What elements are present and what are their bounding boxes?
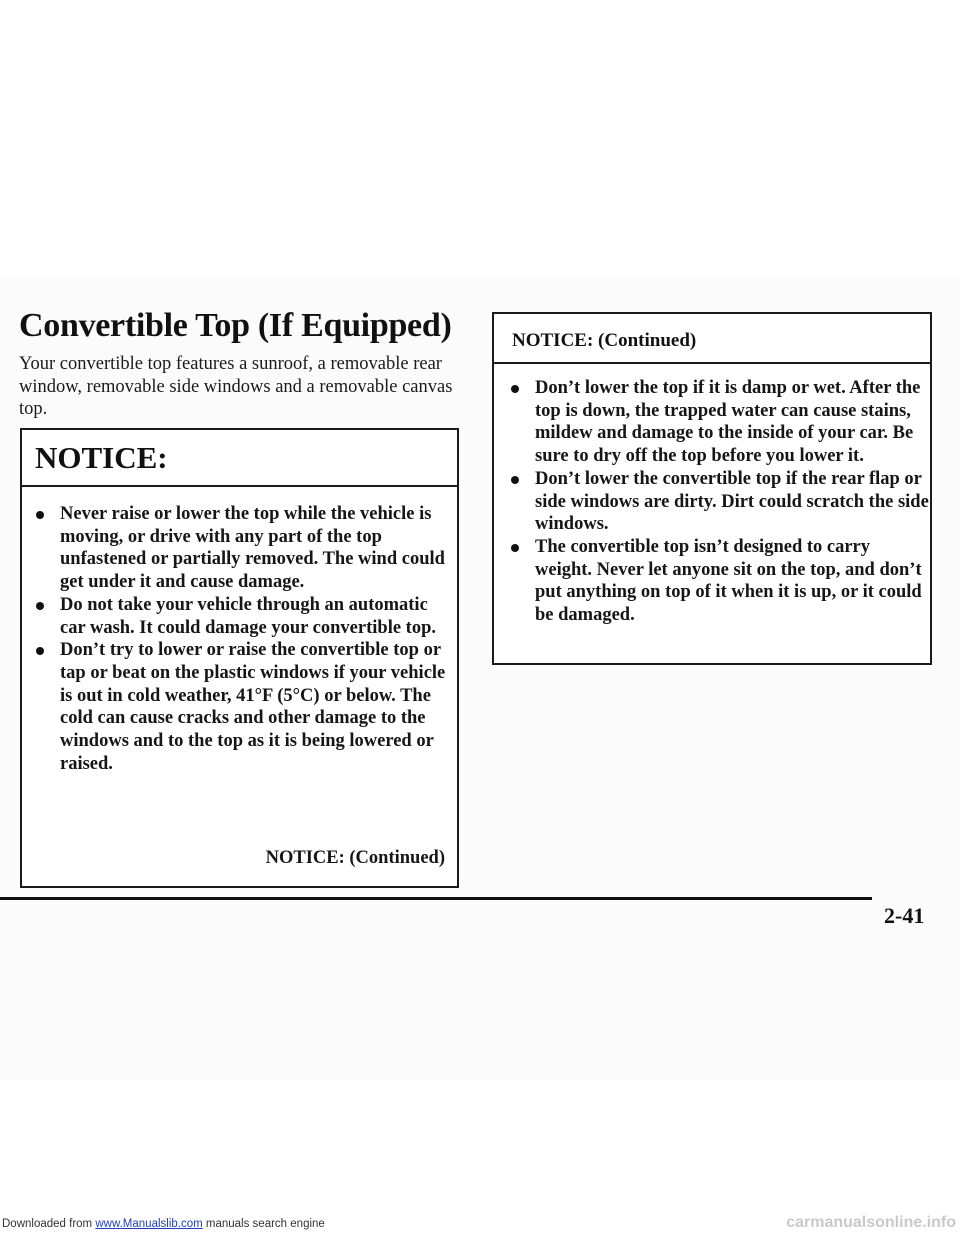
- notice-continued-label: NOTICE: (Continued): [265, 848, 445, 868]
- notice-item: [22, 639, 457, 775]
- notice-item-text: The convertible top isn’t designed to carry weight. Never let anyone sit on the top, and don’t put anything on top of it when it is up, or it could be damaged.: [535, 536, 922, 626]
- notice-box-right: [492, 312, 932, 665]
- bullet-icon: [511, 476, 519, 484]
- page-number: 2-41: [884, 903, 925, 928]
- bullet-icon: [36, 647, 44, 655]
- notice-heading-continued: NOTICE: (Continued): [494, 314, 930, 364]
- page-title: Convertible Top (If Equipped): [19, 307, 452, 344]
- notice-item-text: Don’t lower the convertible top if the rear flap or side windows are dirty. Dirt could scratch the side windows.: [535, 468, 929, 535]
- notice-item-text: Don’t lower the top if it is damp or wet. After the top is down, the trapped water can cause stains, mildew and damage to the inside of your car. Be sure to dry off the top before you lower it.: [535, 378, 921, 467]
- footer-prefix: Downloaded from: [2, 1218, 96, 1230]
- footer-rule: [0, 897, 872, 900]
- notice-item: [494, 377, 930, 468]
- download-footer: [2, 1218, 325, 1230]
- notice-item: [494, 468, 930, 536]
- watermark-text: carmanualsonline.info: [786, 1214, 956, 1231]
- notice-item-text: Never raise or lower the top while the vehicle is moving, or drive with any part of the top unfastened or partially removed. The wind could get under it and cause damage.: [60, 504, 445, 593]
- notice-item-text: Do not take your vehicle through an automatic car wash. It could damage your convertible top.: [60, 594, 436, 638]
- notice-list: [494, 377, 930, 627]
- notice-item: [22, 503, 457, 594]
- notice-list: [22, 503, 457, 775]
- notice-box-left: [20, 428, 459, 888]
- bullet-icon: [511, 385, 519, 393]
- bullet-icon: [511, 544, 519, 552]
- notice-heading: NOTICE:: [22, 430, 457, 487]
- manualslib-link[interactable]: www.Manualslib.com: [95, 1218, 203, 1230]
- notice-item: [494, 536, 930, 627]
- notice-item: [22, 594, 457, 639]
- bullet-icon: [36, 602, 44, 610]
- bullet-icon: [36, 511, 44, 519]
- notice-item-text: Don’t try to lower or raise the convertible top or tap or beat on the plastic windows if your vehicle is out in cold weather, 41°F (5°C) or below. The cold can cause cracks and other damage to the windows and to the top as it is being lowered or raised.: [60, 640, 446, 774]
- footer-suffix: manuals search engine: [202, 1218, 325, 1230]
- intro-paragraph: Your convertible top features a sunroof, a removable rear window, removable side windows and a removable canvas top.: [19, 354, 453, 419]
